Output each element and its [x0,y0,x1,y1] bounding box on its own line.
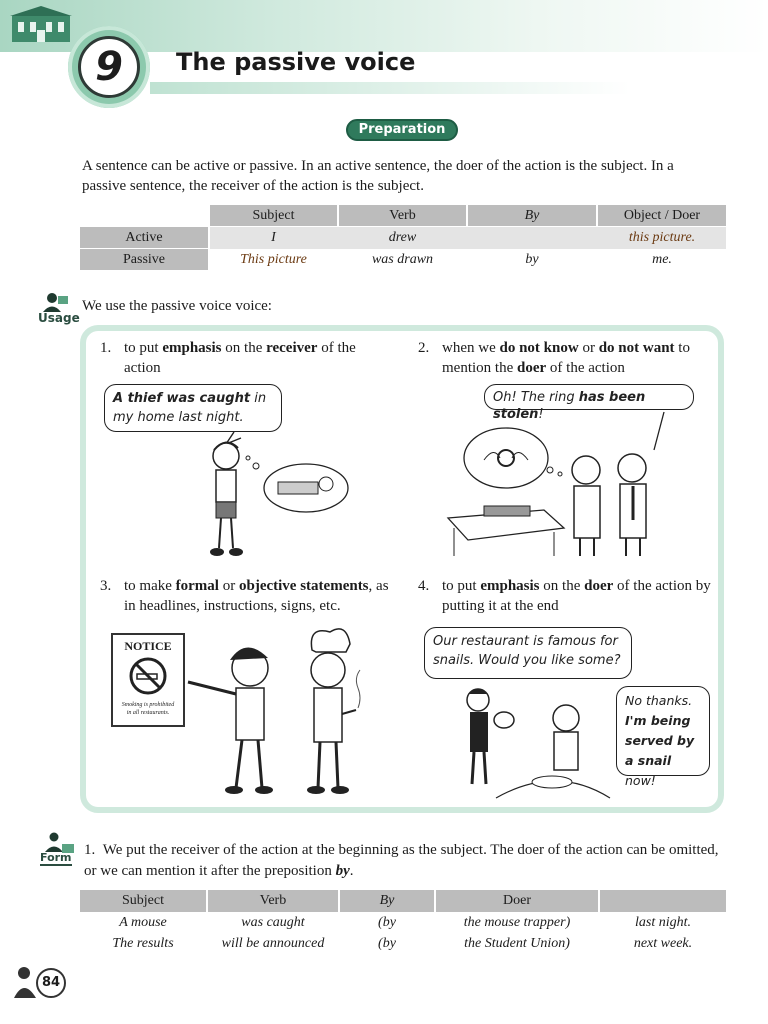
item-number: 3. [100,578,112,594]
text-part: when we [442,340,500,356]
bubble-text: in my home last night. [113,391,267,425]
bubble-bold: I'm being served by a snail [625,713,695,768]
notice-line1: Smoking is prohibited [121,702,175,708]
text-part: of the action [546,360,625,376]
bubble-text: ! [538,407,544,422]
bubble-text: now! [625,773,656,788]
bubble-text: No thanks. [625,693,693,708]
form-number: 1. [84,842,96,858]
text-part: of the action [124,340,356,376]
item-text [442,576,717,616]
item-text [124,576,394,616]
bubble-bold: A thief was caught [113,391,251,406]
table-cell: was caught [241,915,305,930]
bubble-text: Oh! The ring [493,390,579,405]
text-bold: formal [175,578,219,594]
text-part: to mention the [442,340,690,376]
speech-bubble-waiter: Our restaurant is famous for snails. Would you like some? [424,627,632,679]
text-bold: emphasis [162,340,222,356]
text-part: or [218,578,239,594]
table-header-cell: Subject [210,205,337,226]
table-cell: next week. [633,936,693,951]
speech-bubble-thief [104,384,282,432]
table-cell: drew [388,230,417,245]
notice-sign [111,633,185,727]
table-header-cell: Verb [339,205,466,226]
item-text [124,338,384,378]
text-part: on the [221,340,267,356]
building-icon [10,6,72,42]
table-cell: the Student Union) [464,936,570,951]
chapter-number: 9 [78,36,140,98]
text-part: to put [442,578,481,594]
table-cell: will be announced [221,936,325,951]
item-number: 2. [418,340,430,356]
chef-and-man-illustration [186,622,386,798]
table-header-cell: Object / Doer [598,205,726,226]
table-cell: A mouse [119,915,167,930]
table-header-cell: Subject [80,890,206,912]
text-part: on the [539,578,585,594]
text-bold: objective statements [238,578,369,594]
page-title: The passive voice [176,48,416,76]
table-header-cell [600,890,726,912]
form-text-by: by [335,863,350,879]
bubble-bold: has been stolen [493,390,646,422]
table-cell [468,227,596,248]
table-row-passive [80,249,726,271]
row-label: Passive [80,249,208,270]
item-number: 4. [418,578,430,594]
table-cell: this picture. [628,230,696,245]
item-text [442,338,717,378]
text-bold: doer [517,360,547,376]
notice-line2: in all restaurants. [126,710,170,716]
text-bold: do not want [598,340,675,356]
usage-intro: We use the passive voice voice: [82,298,272,314]
title-underline-band [150,82,630,94]
form-point-1 [84,840,724,882]
text-part: or [578,340,599,356]
item-number: 1. [100,340,112,356]
table-row-active [80,227,726,249]
table-header-cell: By [340,890,434,912]
text-bold: do not know [499,340,579,356]
table-header-cell: Verb [208,890,338,912]
table-row [80,912,726,933]
stolen-ring-illustration [444,410,666,558]
boy-thinking-illustration [186,430,356,564]
active-passive-table [80,205,726,271]
speech-bubble-ring [484,384,694,422]
intro-paragraph: A sentence can be active or passive. In an active sentence, the doer of the action is the subject. In a passive sentence, the receiver of the action is the subject. [82,158,674,194]
table-header-cell: Doer [436,890,598,912]
text-bold: receiver [266,340,318,356]
text-bold: doer [584,578,614,594]
form-table [80,890,726,954]
table-cell: (by [378,936,396,951]
table-cell: I [271,230,276,245]
usage-label: Usage [38,311,80,325]
table-cell: (by [378,915,396,930]
table-header-row [80,205,726,227]
text-part: of the action by putting it at the end [442,578,711,614]
table-header-cell: By [468,205,596,226]
speech-bubble-customer [616,686,710,788]
waiter-and-snail-illustration [456,680,616,800]
text-bold: emphasis [480,578,540,594]
table-cell: was drawn [371,252,434,267]
no-smoking-icon [128,656,168,696]
table-cell: This picture [240,252,307,267]
form-text-end: . [349,863,354,879]
form-label: Form [40,851,72,864]
table-cell: the mouse trapper) [463,915,571,930]
text-part: , as in headlines, instructions, signs, etc. [124,578,389,614]
section-pill-preparation: Preparation [346,119,458,141]
form-text-part: We put the receiver of the action at the beginning as the subject. The doer of the action can be omitted, or we can mention it after the preposition [84,842,719,879]
text-part: to put [124,340,163,356]
table-header-row [80,890,726,912]
page-number: 84 [36,968,66,998]
notice-title: NOTICE [124,639,172,653]
table-cell: by [525,252,539,267]
table-cell: me. [652,252,672,267]
table-cell: last night. [634,915,691,930]
text-part: to make [124,578,176,594]
table-cell: The results [112,936,174,951]
table-row [80,933,726,954]
row-label: Active [80,227,208,248]
